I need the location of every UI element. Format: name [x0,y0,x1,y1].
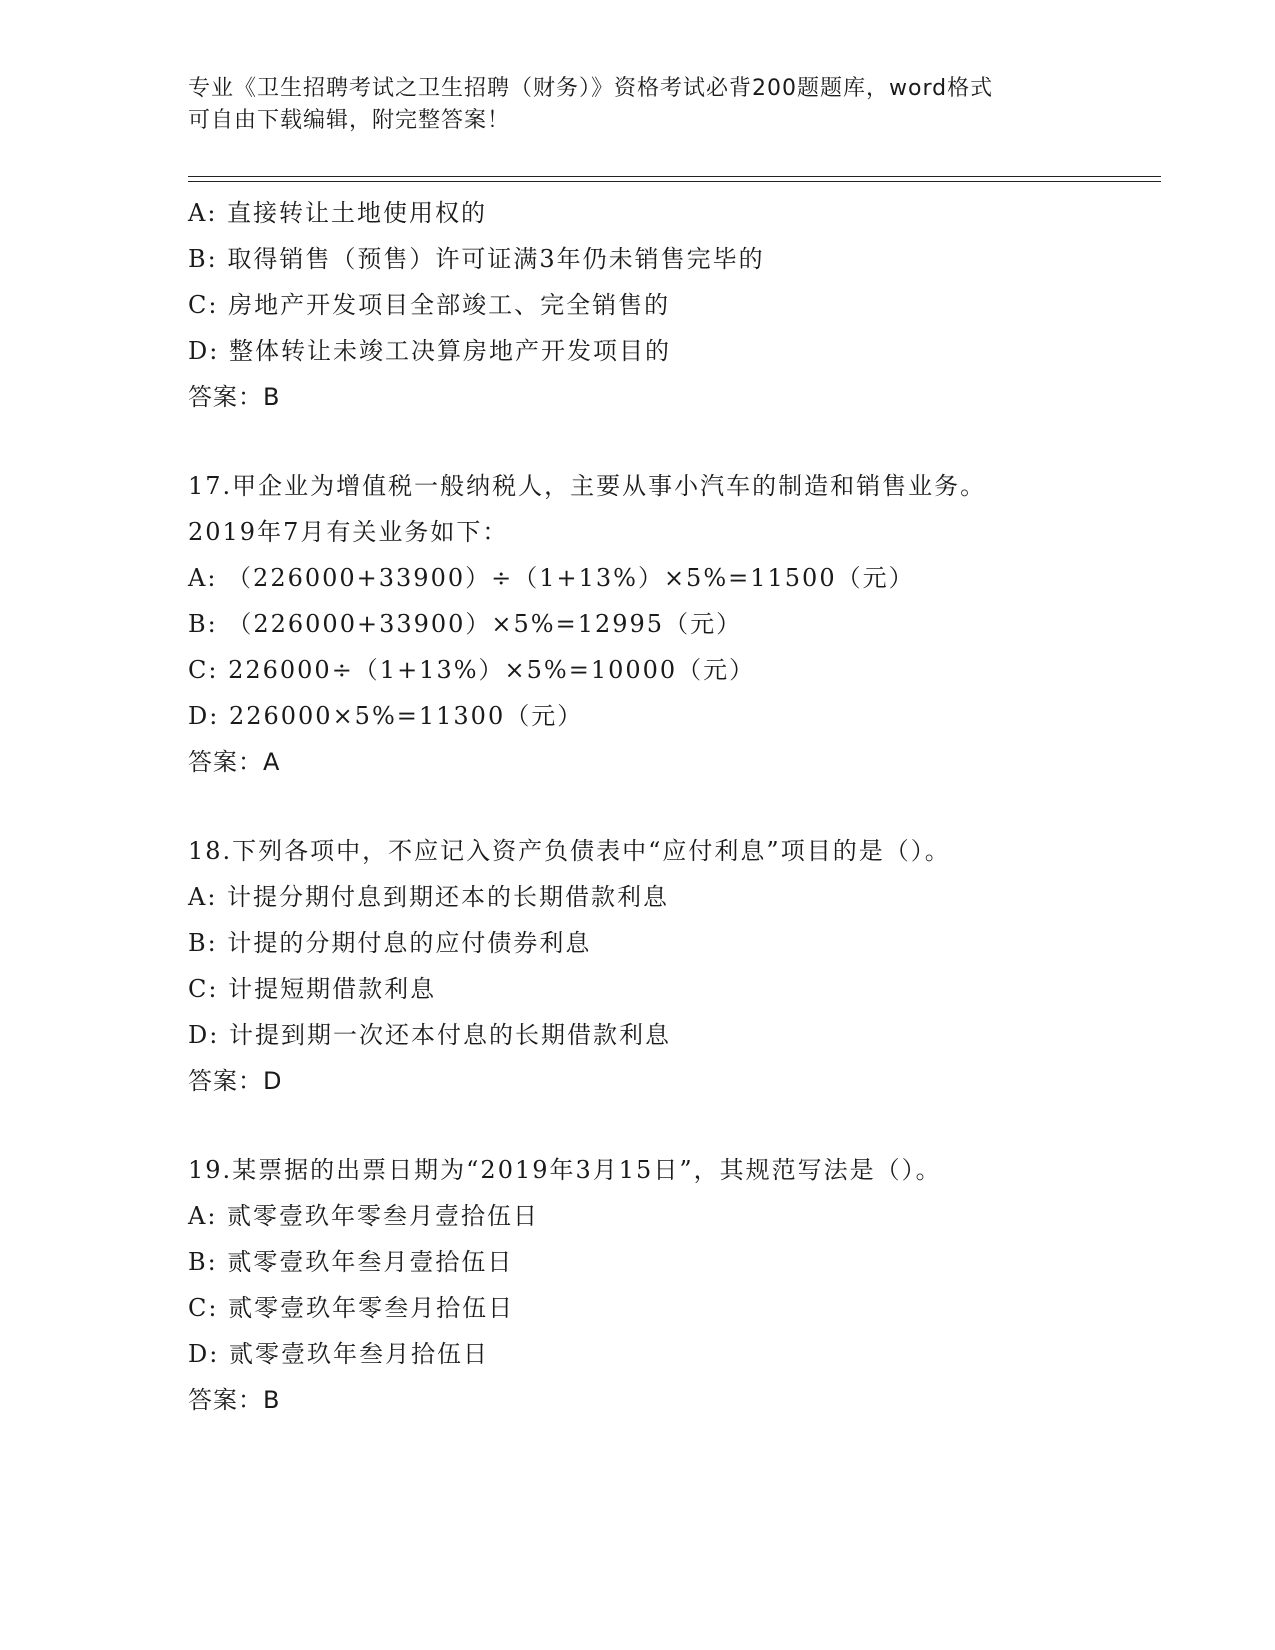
question-16 [188,190,1168,420]
option-c: C: 226000÷（1+13%）×5%=10000（元） [188,656,756,684]
option-a: A: 贰零壹玖年零叁月壹拾伍日 [188,1202,540,1230]
header-line-2: 可自由下载编辑，附完整答案！ [188,108,511,133]
option-c: C: 房地产开发项目全部竣工、完全销售的 [188,291,671,319]
option-a: A: 计提分期付息到期还本的长期借款利息 [188,883,670,911]
question-stem: 18.下列各项中，不应记入资产负债表中“应付利息”项目的是（）。 [188,837,951,865]
option-b: B: 贰零壹玖年叁月壹拾伍日 [188,1248,514,1276]
header-divider-bottom [188,181,1161,182]
answer-line: 答案：A [188,748,281,776]
option-a: A: （226000+33900）÷（1+13%）×5%=11500（元） [188,564,915,592]
option-c: C: 计提短期借款利息 [188,975,437,1003]
option-d: D: 整体转让未竣工决算房地产开发项目的 [188,337,671,365]
question-stem: 19.某票据的出票日期为“2019年3月15日”，其规范写法是（）。 [188,1156,942,1184]
option-b: B: 计提的分期付息的应付债券利息 [188,929,592,957]
answer-line: 答案：B [188,1386,281,1414]
option-d: D: 226000×5%=11300（元） [188,702,584,730]
option-c: C: 贰零壹玖年零叁月拾伍日 [188,1294,515,1322]
option-b: B: 取得销售（预售）许可证满3年仍未销售完毕的 [188,245,765,273]
question-stem: 17.甲企业为增值税一般纳税人，主要从事小汽车的制造和销售业务。 [188,472,987,500]
option-d: D: 计提到期一次还本付息的长期借款利息 [188,1021,671,1049]
question-19 [188,1147,1168,1423]
question-17 [188,463,1168,785]
option-d: D: 贰零壹玖年叁月拾伍日 [188,1340,489,1368]
option-a: A: 直接转让土地使用权的 [188,199,488,227]
document-header [188,73,1068,137]
question-stem-continued: 2019年7月有关业务如下： [188,518,509,546]
header-divider-top [188,176,1161,177]
question-18 [188,828,1168,1104]
header-line-1: 专业《卫生招聘考试之卫生招聘（财务）》资格考试必背200题题库，word格式 [188,76,994,101]
answer-line: 答案：B [188,383,281,411]
question-list [188,190,1168,1423]
answer-line: 答案：D [188,1067,283,1095]
option-b: B: （226000+33900）×5%=12995（元） [188,610,743,638]
